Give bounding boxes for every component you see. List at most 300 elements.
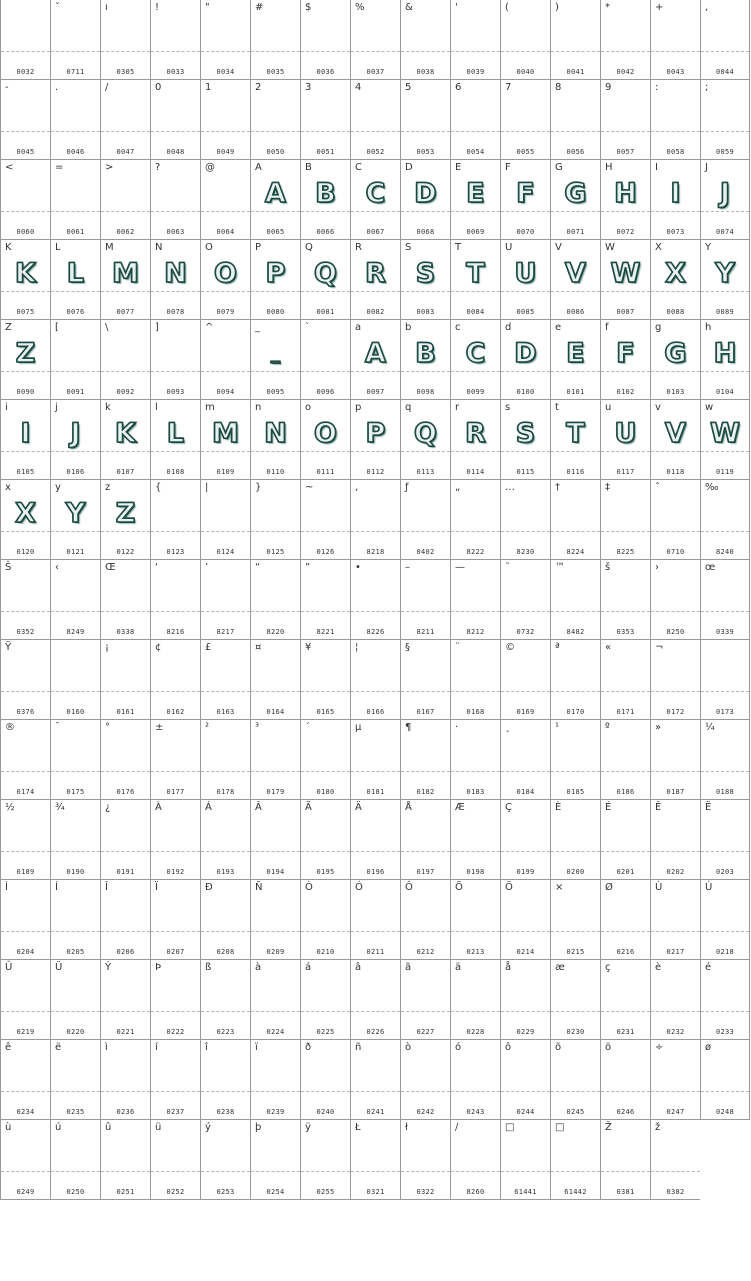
- glyph-preview: [101, 16, 150, 52]
- char-code: 8211: [416, 628, 435, 636]
- glyph-cell: [450, 1120, 500, 1200]
- glyph-cell: [400, 560, 450, 640]
- char-code: 0213: [466, 948, 485, 956]
- baseline-divider: [151, 531, 200, 532]
- glyph-preview: [1, 1056, 50, 1092]
- char-code: 0201: [616, 868, 635, 876]
- char-code: 0160: [66, 708, 85, 716]
- glyph-preview: [701, 496, 749, 532]
- glyph-preview: [601, 16, 650, 52]
- glyph-preview: [201, 1136, 250, 1172]
- char-label: í: [155, 1042, 158, 1053]
- glyph-preview: [301, 736, 350, 772]
- baseline-divider: [51, 531, 100, 532]
- baseline-divider: [351, 51, 400, 52]
- glyph-cell: [50, 960, 100, 1040]
- char-code: 0162: [166, 708, 185, 716]
- glyph-cell: [500, 800, 550, 880]
- char-code: 0049: [216, 148, 235, 156]
- char-label: Ì: [5, 882, 8, 893]
- char-code: 0034: [216, 68, 235, 76]
- char-code: 0174: [16, 788, 35, 796]
- baseline-divider: [1, 451, 50, 452]
- baseline-divider: [551, 451, 600, 452]
- char-label: Ï: [155, 882, 158, 893]
- char-label: ½: [5, 802, 15, 813]
- glyph-preview: [351, 1056, 400, 1092]
- glyph-cell: [400, 320, 450, 400]
- baseline-divider: [701, 131, 749, 132]
- char-code: 0125: [266, 548, 285, 556]
- char-code: 0710: [666, 548, 685, 556]
- glyph-cell: [650, 640, 700, 720]
- glyph-cell: [100, 880, 150, 960]
- glyph-cell: [50, 0, 100, 80]
- char-label: û: [105, 1122, 112, 1133]
- char-label: e: [555, 322, 562, 333]
- baseline-divider: [601, 451, 650, 452]
- char-code: 0094: [216, 388, 235, 396]
- char-label: {: [155, 482, 162, 493]
- glyph-cell: [500, 880, 550, 960]
- char-label: ¯: [55, 722, 60, 733]
- glyph-cell: [450, 320, 500, 400]
- glyph-preview: [651, 576, 700, 612]
- glyph-preview: [301, 1136, 350, 1172]
- glyph-preview: [101, 1136, 150, 1172]
- baseline-divider: [51, 51, 100, 52]
- char-code: 0165: [316, 708, 335, 716]
- char-label: ë: [55, 1042, 62, 1053]
- baseline-divider: [1, 1011, 50, 1012]
- glyph-cell: [500, 720, 550, 800]
- glyph-preview: [251, 656, 300, 692]
- char-code: 0113: [416, 468, 435, 476]
- baseline-divider: [101, 451, 150, 452]
- char-label: ê: [5, 1042, 12, 1053]
- char-label: ž: [655, 1122, 661, 1133]
- baseline-divider: [251, 691, 300, 692]
- baseline-divider: [151, 371, 200, 372]
- char-label: w: [705, 402, 714, 413]
- char-label: §: [405, 642, 410, 653]
- char-label: Ł: [355, 1122, 361, 1133]
- char-code: 0242: [416, 1108, 435, 1116]
- glyph-preview: [201, 576, 250, 612]
- glyph-preview: [301, 16, 350, 52]
- baseline-divider: [601, 211, 650, 212]
- baseline-divider: [451, 51, 500, 52]
- glyph-cell: [700, 400, 750, 480]
- char-code: 0093: [166, 388, 185, 396]
- glyph-cell: [0, 80, 50, 160]
- char-code: 0178: [216, 788, 235, 796]
- glyph-preview: A: [265, 178, 286, 209]
- char-code: 0169: [516, 708, 535, 716]
- char-code: 0208: [216, 948, 235, 956]
- baseline-divider: [501, 1091, 550, 1092]
- glyph-preview: [1, 656, 50, 692]
- glyph-preview: [451, 656, 500, 692]
- char-label: ': [455, 2, 458, 13]
- glyph-preview: C: [465, 338, 486, 369]
- char-code: 0091: [66, 388, 85, 396]
- char-code: 0087: [616, 308, 635, 316]
- glyph-cell: [100, 400, 150, 480]
- baseline-divider: [1, 371, 50, 372]
- baseline-divider: [551, 51, 600, 52]
- char-code: 0207: [166, 948, 185, 956]
- baseline-divider: [501, 1011, 550, 1012]
- glyph-cell: [600, 320, 650, 400]
- baseline-divider: [651, 371, 700, 372]
- glyph-preview: [601, 96, 650, 132]
- glyph-preview: Z: [15, 338, 36, 369]
- baseline-divider: [501, 451, 550, 452]
- glyph-cell: [200, 1120, 250, 1200]
- baseline-divider: [451, 371, 500, 372]
- glyph-preview: [1, 576, 50, 612]
- char-label: b: [405, 322, 412, 333]
- glyph-preview: [701, 576, 749, 612]
- char-label: 5: [405, 82, 412, 93]
- baseline-divider: [651, 771, 700, 772]
- glyph-preview: [101, 176, 150, 212]
- char-label: ‹: [55, 562, 59, 573]
- char-code: 0064: [216, 228, 235, 236]
- char-label: œ: [705, 562, 716, 573]
- char-label: ÷: [655, 1042, 664, 1053]
- char-label: T: [455, 242, 462, 253]
- glyph-cell: [350, 960, 400, 1040]
- char-code: 0082: [366, 308, 385, 316]
- baseline-divider: [201, 691, 250, 692]
- glyph-cell: [300, 560, 350, 640]
- glyph-cell: [600, 1040, 650, 1120]
- glyph-preview: [201, 736, 250, 772]
- glyph-cell: [300, 1040, 350, 1120]
- glyph-cell: [600, 240, 650, 320]
- glyph-cell: [250, 320, 300, 400]
- char-label: x: [5, 482, 11, 493]
- glyph-cell: [200, 960, 250, 1040]
- baseline-divider: [1, 851, 50, 852]
- char-label: `: [305, 322, 310, 333]
- char-label: Å: [405, 802, 412, 813]
- glyph-cell: [700, 880, 750, 960]
- char-label: Ú: [705, 882, 713, 893]
- char-code: 0038: [416, 68, 435, 76]
- glyph-cell: [0, 480, 50, 560]
- char-code: 8230: [516, 548, 535, 556]
- char-label: K: [5, 242, 12, 253]
- baseline-divider: [601, 931, 650, 932]
- glyph-preview: [251, 96, 300, 132]
- glyph-preview: [701, 736, 749, 772]
- baseline-divider: [351, 1171, 400, 1172]
- glyph-preview: P: [365, 418, 386, 449]
- char-code: 8240: [715, 548, 735, 556]
- char-code: 0382: [666, 1188, 685, 1196]
- char-code: 0044: [715, 68, 735, 76]
- glyph-preview: [451, 16, 500, 52]
- baseline-divider: [201, 1091, 250, 1092]
- char-label: /: [105, 82, 109, 93]
- char-code: 0221: [116, 1028, 135, 1036]
- glyph-cell: [700, 0, 750, 80]
- char-code: 0204: [16, 948, 35, 956]
- glyph-cell: [550, 400, 600, 480]
- baseline-divider: [151, 131, 200, 132]
- glyph-cell: [400, 240, 450, 320]
- glyph-cell: [0, 960, 50, 1040]
- char-code: 0068: [416, 228, 435, 236]
- glyph-cell: [50, 320, 100, 400]
- glyph-preview: N: [164, 258, 187, 289]
- glyph-preview: [301, 336, 350, 372]
- glyph-cell: [700, 320, 750, 400]
- glyph-cell: [200, 720, 250, 800]
- baseline-divider: [251, 611, 300, 612]
- glyph-preview: X: [15, 498, 36, 529]
- glyph-preview: [301, 496, 350, 532]
- baseline-divider: [201, 851, 250, 852]
- char-label: õ: [555, 1042, 562, 1053]
- baseline-divider: [51, 1171, 100, 1172]
- glyph-cell: [550, 0, 600, 80]
- char-label: î: [205, 1042, 208, 1053]
- glyph-cell: [450, 1040, 500, 1120]
- glyph-cell: [550, 560, 600, 640]
- glyph-preview: H: [713, 338, 737, 369]
- char-label: p: [355, 402, 362, 413]
- baseline-divider: [51, 1091, 100, 1092]
- char-code: 0236: [116, 1108, 135, 1116]
- baseline-divider: [651, 451, 700, 452]
- glyph-preview: [1, 816, 50, 852]
- baseline-divider: [401, 1171, 450, 1172]
- glyph-preview: [301, 576, 350, 612]
- glyph-cell: [200, 560, 250, 640]
- glyph-cell: [600, 880, 650, 960]
- char-code: 0058: [666, 148, 685, 156]
- baseline-divider: [701, 931, 749, 932]
- char-label: ®: [5, 722, 15, 733]
- char-label: u: [605, 402, 612, 413]
- char-label: ú: [55, 1122, 62, 1133]
- glyph-preview: G: [564, 178, 587, 209]
- char-label: Œ: [105, 562, 116, 573]
- glyph-cell: [150, 400, 200, 480]
- char-code: 0099: [466, 388, 485, 396]
- glyph-preview: R: [365, 258, 386, 289]
- glyph-preview: [701, 816, 749, 852]
- char-label: ·: [455, 722, 459, 733]
- char-code: 0111: [316, 468, 335, 476]
- baseline-divider: [1, 931, 50, 932]
- glyph-preview: [401, 976, 450, 1012]
- char-label: C: [355, 162, 362, 173]
- char-code: 0184: [516, 788, 535, 796]
- glyph-cell: [500, 480, 550, 560]
- glyph-preview: [251, 496, 300, 532]
- glyph-cell: [150, 1040, 200, 1120]
- char-code: 0163: [216, 708, 235, 716]
- char-label: h: [705, 322, 712, 333]
- char-code: 0096: [316, 388, 335, 396]
- glyph-cell: [250, 0, 300, 80]
- glyph-cell: [600, 960, 650, 1040]
- baseline-divider: [501, 131, 550, 132]
- glyph-cell: [450, 80, 500, 160]
- baseline-divider: [651, 611, 700, 612]
- glyph-cell: [450, 160, 500, 240]
- char-label: è: [655, 962, 662, 973]
- glyph-cell: [150, 0, 200, 80]
- char-label: ã: [405, 962, 412, 973]
- char-label: •: [355, 562, 361, 573]
- char-label: .: [55, 82, 59, 93]
- glyph-preview: [651, 736, 700, 772]
- char-code: 0036: [316, 68, 335, 76]
- glyph-cell: [450, 800, 500, 880]
- glyph-cell: [350, 560, 400, 640]
- glyph-cell: [500, 1040, 550, 1120]
- glyph-preview: [201, 896, 250, 932]
- glyph-preview: B: [415, 338, 436, 369]
- glyph-cell: [450, 400, 500, 480]
- char-label: °: [105, 722, 110, 733]
- char-code: 0181: [366, 788, 385, 796]
- glyph-cell: [250, 400, 300, 480]
- baseline-divider: [701, 1011, 749, 1012]
- baseline-divider: [501, 51, 550, 52]
- glyph-preview: [451, 816, 500, 852]
- char-code: 8260: [466, 1188, 485, 1196]
- glyph-cell: [400, 960, 450, 1040]
- char-code: 0101: [566, 388, 585, 396]
- char-code: 0352: [16, 628, 35, 636]
- char-code: 8212: [466, 628, 485, 636]
- baseline-divider: [451, 291, 500, 292]
- glyph-preview: [501, 816, 550, 852]
- glyph-preview: [251, 816, 300, 852]
- glyph-preview: [701, 656, 749, 692]
- glyph-preview: [351, 16, 400, 52]
- char-label: ÿ: [305, 1122, 311, 1133]
- glyph-preview: [51, 576, 100, 612]
- glyph-preview: Z: [115, 498, 136, 529]
- glyph-preview: [401, 496, 450, 532]
- char-code: 0077: [116, 308, 135, 316]
- glyph-cell: [100, 160, 150, 240]
- glyph-cell: [150, 1120, 200, 1200]
- baseline-divider: [551, 1091, 600, 1092]
- char-label: Y: [705, 242, 712, 253]
- glyph-cell: [50, 1040, 100, 1120]
- glyph-cell: [550, 80, 600, 160]
- baseline-divider: [351, 531, 400, 532]
- char-code: 0043: [666, 68, 685, 76]
- glyph-preview: _: [271, 343, 280, 364]
- glyph-cell: [700, 480, 750, 560]
- char-label: V: [555, 242, 562, 253]
- baseline-divider: [151, 211, 200, 212]
- char-label: D: [405, 162, 413, 173]
- char-code: 0220: [66, 1028, 85, 1036]
- baseline-divider: [1, 51, 50, 52]
- char-code: 0233: [715, 1028, 735, 1036]
- char-label: H: [605, 162, 613, 173]
- glyph-preview: F: [516, 178, 535, 209]
- baseline-divider: [651, 1091, 700, 1092]
- char-code: 0117: [616, 468, 635, 476]
- baseline-divider: [551, 371, 600, 372]
- char-code: 0072: [616, 228, 635, 236]
- baseline-divider: [401, 771, 450, 772]
- baseline-divider: [51, 611, 100, 612]
- glyph-preview: [301, 896, 350, 932]
- char-code: 0075: [16, 308, 35, 316]
- char-code: 0097: [366, 388, 385, 396]
- char-code: 0188: [715, 788, 735, 796]
- glyph-cell: [450, 960, 500, 1040]
- char-label: «: [605, 642, 612, 653]
- char-label: g: [655, 322, 662, 333]
- glyph-cell: [100, 480, 150, 560]
- baseline-divider: [551, 851, 600, 852]
- char-code: 0083: [416, 308, 435, 316]
- char-label: Ž: [605, 1122, 612, 1133]
- char-code: 0216: [616, 948, 635, 956]
- char-label: Þ: [155, 962, 162, 973]
- baseline-divider: [551, 211, 600, 212]
- char-code: 0223: [216, 1028, 235, 1036]
- glyph-cell: [600, 640, 650, 720]
- glyph-preview: [351, 816, 400, 852]
- glyph-preview: U: [514, 258, 537, 289]
- char-code: 0170: [566, 708, 585, 716]
- glyph-preview: [551, 576, 600, 612]
- char-code: 0225: [316, 1028, 335, 1036]
- baseline-divider: [201, 131, 250, 132]
- char-label: |: [205, 482, 209, 493]
- char-label: -: [5, 82, 9, 93]
- baseline-divider: [301, 1091, 350, 1092]
- char-code: 0108: [166, 468, 185, 476]
- baseline-divider: [601, 691, 650, 692]
- baseline-divider: [101, 1011, 150, 1012]
- char-code: 0244: [516, 1108, 535, 1116]
- char-code: 0219: [16, 1028, 35, 1036]
- baseline-divider: [301, 531, 350, 532]
- glyph-preview: [551, 736, 600, 772]
- glyph-preview: [501, 896, 550, 932]
- char-code: 0046: [66, 148, 85, 156]
- baseline-divider: [351, 771, 400, 772]
- baseline-divider: [1, 291, 50, 292]
- baseline-divider: [501, 691, 550, 692]
- char-label: »: [655, 722, 662, 733]
- baseline-divider: [451, 451, 500, 452]
- char-label: ó: [455, 1042, 462, 1053]
- glyph-preview: [51, 336, 100, 372]
- baseline-divider: [451, 931, 500, 932]
- glyph-cell: [700, 720, 750, 800]
- glyph-cell: [0, 640, 50, 720]
- glyph-preview: U: [614, 418, 637, 449]
- glyph-cell: [550, 800, 600, 880]
